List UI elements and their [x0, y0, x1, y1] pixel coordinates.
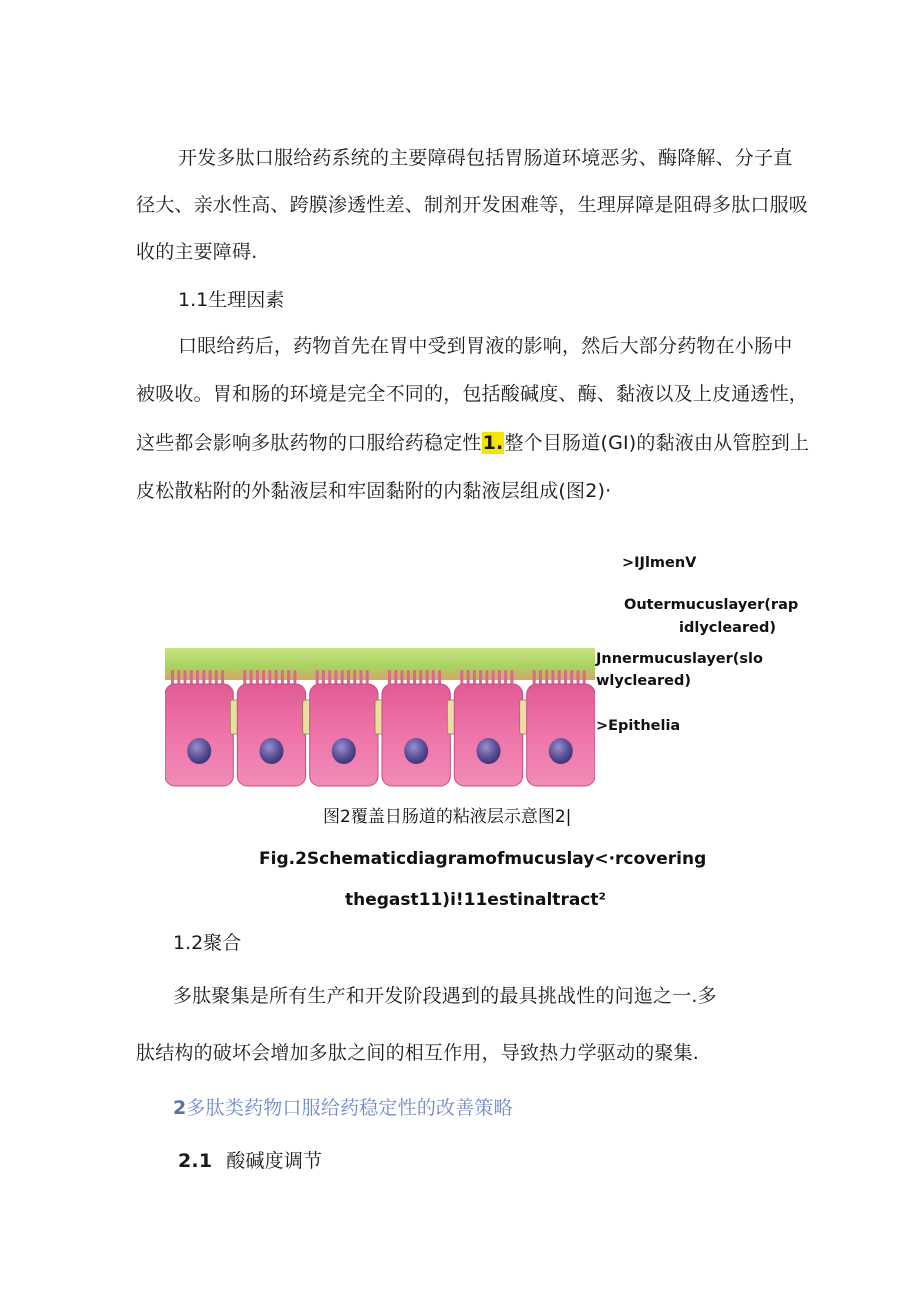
outer-mucus-layer: [165, 648, 595, 680]
section-1-1-line-3: [136, 431, 809, 455]
section-2-title: 多肽类药物口服给药稳定性的改善策略: [186, 1097, 513, 1119]
section-1-1-line-4: 皮松散粘附的外黏液层和牢固黏附的内黏液层组成(图2)·: [136, 480, 612, 502]
citation-highlight: 1.: [482, 432, 504, 454]
cell-nucleus: [404, 738, 428, 764]
label-epithelia: >Epithelia: [596, 718, 681, 734]
figure-caption-cn: 图2覆盖日肠道的粘液层示意图2|: [323, 807, 572, 827]
label-inner-mucus-1: Jnnermucuslayer(slo: [596, 651, 763, 667]
figure-caption-en-2: thegast11)i!11estinaltract²: [345, 890, 606, 910]
intro-line-1: 开发多肽口服给药系统的主要障碍包括胃肠道环境恶劣、酶降解、分子直: [178, 147, 793, 169]
label-inner-mucus-2: wlycleared): [596, 673, 691, 689]
intro-line-2: 径大、亲水性高、跨膜渗透性差、制剂开发困难等，生理屏障是阻碍多肽口服吸: [136, 194, 809, 216]
epithelial-cell: [310, 684, 378, 786]
section-2-heading: [173, 1096, 513, 1120]
section-1-2-line-1: 多肽聚集是所有生产和开发阶段遇到的最具挑战性的问迤之一.多: [173, 985, 717, 1007]
epithelial-cell: [382, 684, 450, 786]
cell-nucleus: [187, 738, 211, 764]
epithelial-cell: [527, 684, 595, 786]
section-1-1-heading: 1.1生理因素: [178, 289, 285, 311]
section-2-1-heading: [178, 1149, 322, 1173]
epithelial-cell: [454, 684, 522, 786]
label-lumen: >IJlmenV: [622, 555, 697, 571]
section-2-number: 2: [173, 1097, 187, 1119]
cell-nucleus: [549, 738, 573, 764]
section-2-1-title: 酸碱度调节: [226, 1150, 323, 1172]
cell-nucleus: [332, 738, 356, 764]
figure-caption-en-1: Fig.2Schematicdiagramofmucuslay<·rcovering: [259, 849, 707, 869]
intro-line-3: 收的主要障碍.: [136, 241, 258, 263]
mucus-layer-illustration: [165, 648, 595, 788]
section-1-1-line-3-text-a: 这些都会影响多肽药物的口服给药稳定性: [136, 432, 482, 454]
label-outer-mucus-2: idlycleared): [679, 620, 776, 636]
cell-nucleus: [260, 738, 284, 764]
section-1-1-line-2: 被吸收。胃和肠的环境是完全不同的，包括酸碱度、酶、黏液以及上皮通透性，: [136, 383, 809, 405]
section-1-2-heading: 1.2聚合: [173, 932, 242, 954]
epithelial-cell: [165, 684, 233, 786]
epithelial-cell: [237, 684, 305, 786]
label-outer-mucus-1: Outermucuslayer(rap: [624, 597, 799, 613]
section-1-1-line-3-text-b: 整个目肠道(GI)的黏液由从管腔到上: [504, 432, 810, 454]
section-1-1-line-1: 口眼给药后，药物首先在胃中受到胃液的影响，然后大部分药物在小肠中: [178, 335, 793, 357]
cell-nucleus: [477, 738, 501, 764]
section-2-1-number: 2.1: [178, 1150, 213, 1172]
section-1-2-line-2: 肽结构的破坏会增加多肽之间的相互作用，导致热力学驱动的聚集.: [136, 1042, 700, 1064]
epithelial-cells: [165, 670, 595, 786]
